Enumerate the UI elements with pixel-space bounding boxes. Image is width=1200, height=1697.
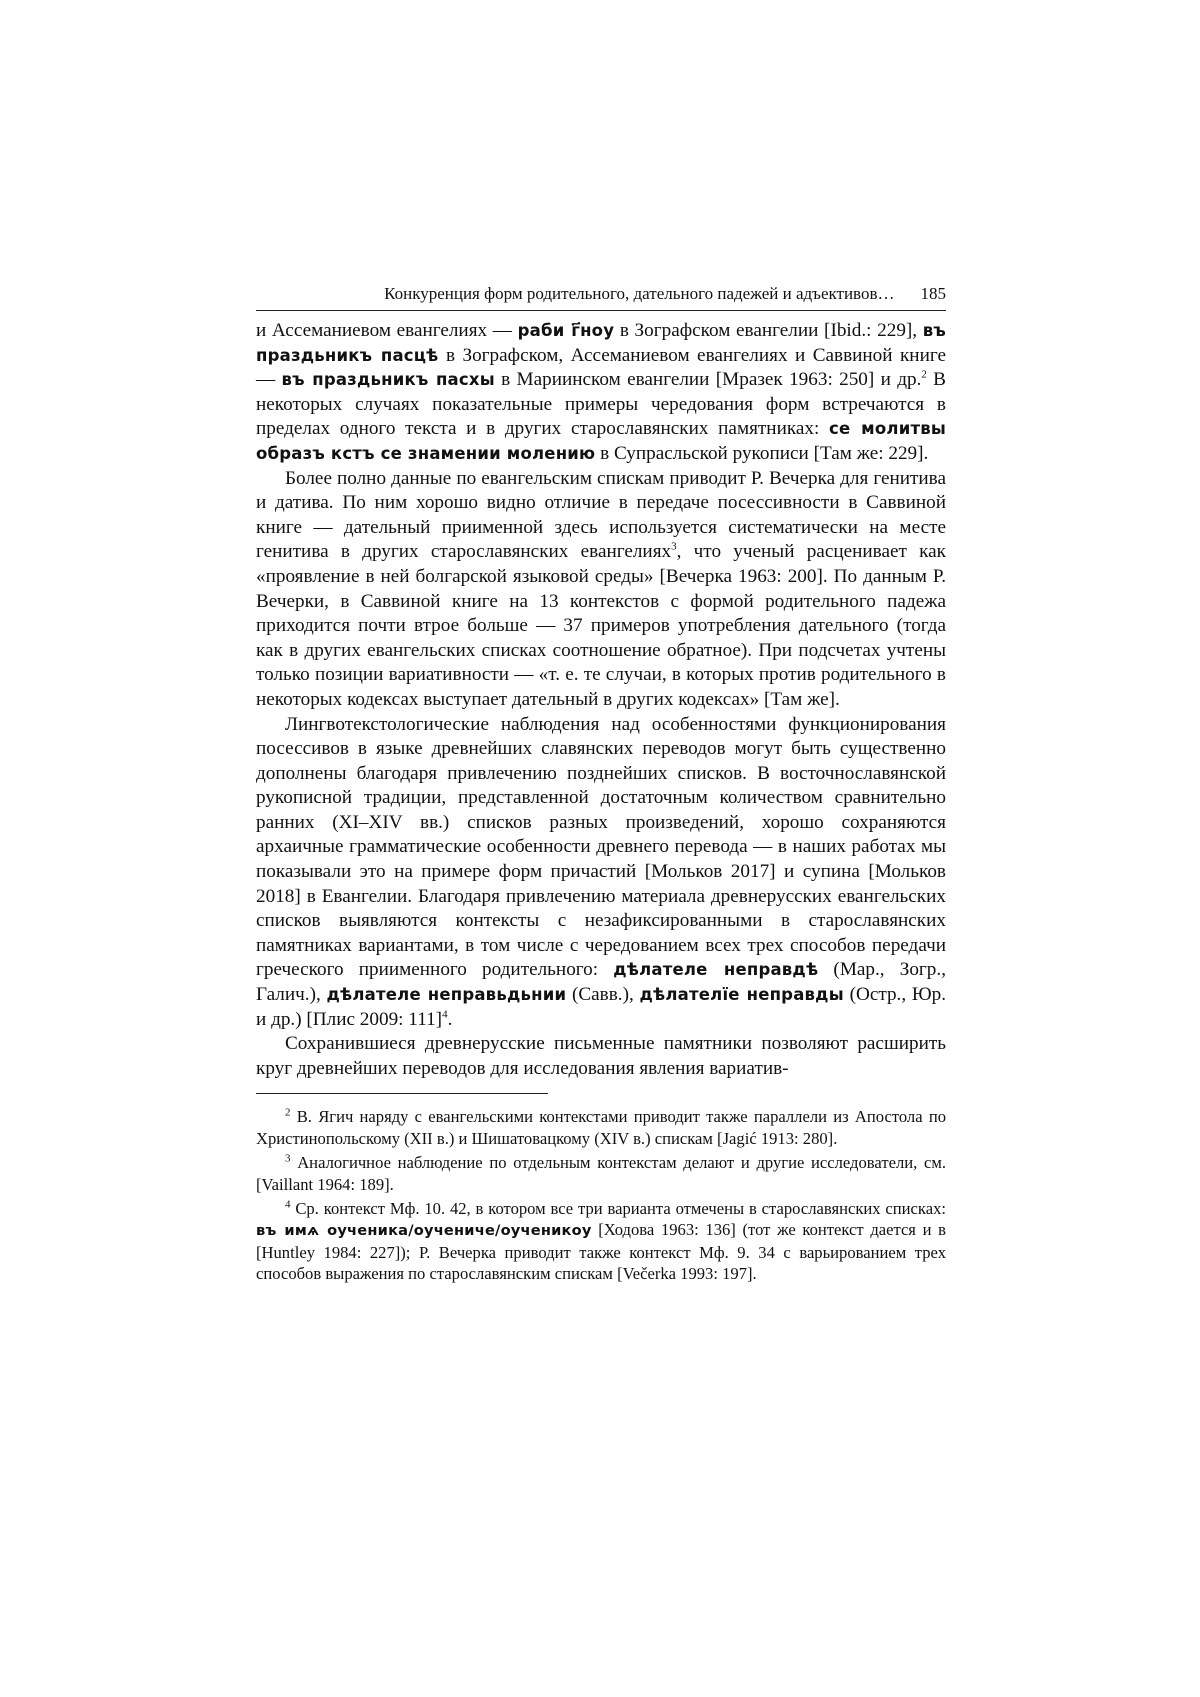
- church-slavonic-quote: въ праздьникъ пасхы: [281, 370, 495, 390]
- text-run: Аналогичное наблюдение по отдельным контекстам делают и другие исследователи, см. [Vaillant 1964: 189].: [256, 1153, 946, 1194]
- text-run: (Мар., Зогр., Галич.),: [256, 959, 946, 1006]
- main-text: [256, 319, 946, 1081]
- running-head: [256, 284, 946, 311]
- page: [256, 284, 946, 1288]
- paragraph-1: [256, 319, 946, 467]
- text-run: [Ходова 1963: 136] (тот же контекст дается и в [Huntley 1984: 227]); Р. Вечерка приводит также контекст Мф. 9. 34 с варьированием трех способов выражения по старославянским спискам [Večerka 1993: 197].: [256, 1220, 947, 1284]
- text-run: в Мариинском евангелии [Мразек 1963: 250] и др.: [494, 369, 922, 391]
- footnote-divider: [256, 1093, 548, 1094]
- text-run: В. Ягич наряду с евангельскими контекстами приводит также параллели из Апостола по Христинопольскому (XII в.) и Шишатовацкому (XIV в.) спискам [Jagić 1913: 280].: [256, 1107, 946, 1148]
- church-slavonic-quote: дѣлателе неправдѣ: [613, 960, 819, 980]
- footnotes: [256, 1106, 946, 1284]
- text-run: в Зографском евангелии [Ibid.: 229],: [614, 320, 923, 341]
- running-head-title: Конкуренция форм родительного, дательного падежей и адъективов…: [384, 284, 895, 303]
- text-run: Ср. контекст Мф. 10. 42, в котором все три варианта отмечены в старославянских списках:: [290, 1199, 946, 1219]
- church-slavonic-quote: се молитвы образъ кстъ се знамении молению: [256, 419, 946, 463]
- paragraph-4: [256, 1032, 946, 1081]
- page-number: 185: [920, 284, 946, 303]
- church-slavonic-quote: дѣлателїе неправды: [639, 985, 844, 1005]
- text-run: и Ассеманиевом евангелиях —: [256, 320, 518, 341]
- church-slavonic-quote: дѣлателе неправьдьнии: [326, 985, 567, 1005]
- text-run: в Супрасльской рукописи [Там же: 229].: [595, 442, 929, 464]
- text-run: в Зографском, Ассеманиевом евангелиях и Саввиной книге —: [256, 344, 946, 391]
- footnote-2: [256, 1106, 946, 1149]
- footnote-ref[interactable]: 2: [921, 368, 927, 381]
- text-run: .: [447, 1008, 453, 1030]
- footnote-ref[interactable]: 3: [671, 540, 677, 553]
- text-run: В некоторых случаях показательные примеры чередования форм встречаются в пределах одного текста и в других старославянских памятниках:: [256, 369, 946, 440]
- church-slavonic-quote: въ имѧ оученика/оученичe/оученикоу: [256, 1222, 592, 1240]
- text-run: Сохранившиеся древнерусские письменные памятники позволяют расширить круг древнейших переводов для исследования явления вариатив-: [256, 1033, 946, 1079]
- text-run: , что ученый расценивает как «проявление в ней болгарской языковой среды» [Вечерка 1963: 200]. По данным Р. Вечерки, в Саввиной книге на 13 контекстов с формой родительного падежа приходится почти втрое больше — 37 примеров употребления дательного (тогда как в других евангельских списках соотношение обратное). При подсчетах учтены только позиции вариативности — «т. е. те случаи, в которых против родительного в некоторых кодексах выступает дательный в других кодексах» [Там же].: [256, 541, 946, 710]
- text-run: Более полно данные по евангельским спискам приводит Р. Вечерка для генитива и датива. По ним хорошо видно отличие в передаче посессивности в Саввиной книге — дательный приименной здесь используется систематически на месте генитива в других старославянских евангелиях: [256, 467, 946, 563]
- footnote-number: 2: [285, 1106, 291, 1119]
- footnote-3: [256, 1152, 946, 1195]
- text-run: (Остр., Юр. и др.) [Плис 2009: 111]: [256, 984, 946, 1030]
- text-run: Лингвотекстологические наблюдения над особенностями функционирования посессивов в языке древнейших славянских переводов могут быть существенно дополнены благодаря привлечению позднейших списков. В восточнославянской рукописной традиции, представленной достаточным количеством сравнительно ранних (XI–XIV вв.) списков разных произведений, хорошо сохраняются архаичные грамматические особенности древнего перевода — в наших работах мы показывали это на примере форм причастий [Мольков 2017] и супина [Мольков 2018] в Евангелии. Благодаря привлечению материала древнерусских евангельских списков выявляются контексты с незафиксированными в старославянских памятниках вариантами, в том числе с чередованием всех трех способов передачи греческого приименного родительного:: [256, 713, 946, 981]
- text-run: (Савв.),: [566, 984, 640, 1006]
- footnote-number: 4: [285, 1198, 291, 1211]
- footnote-4: [256, 1198, 946, 1285]
- church-slavonic-quote: раби г҃ноу: [517, 321, 615, 340]
- footnote-number: 3: [285, 1152, 291, 1165]
- paragraph-2: [256, 467, 946, 713]
- paragraph-3: [256, 713, 946, 1033]
- footnote-ref[interactable]: 4: [442, 1008, 448, 1021]
- church-slavonic-quote: въ праздьникъ пасцѣ: [256, 321, 946, 365]
